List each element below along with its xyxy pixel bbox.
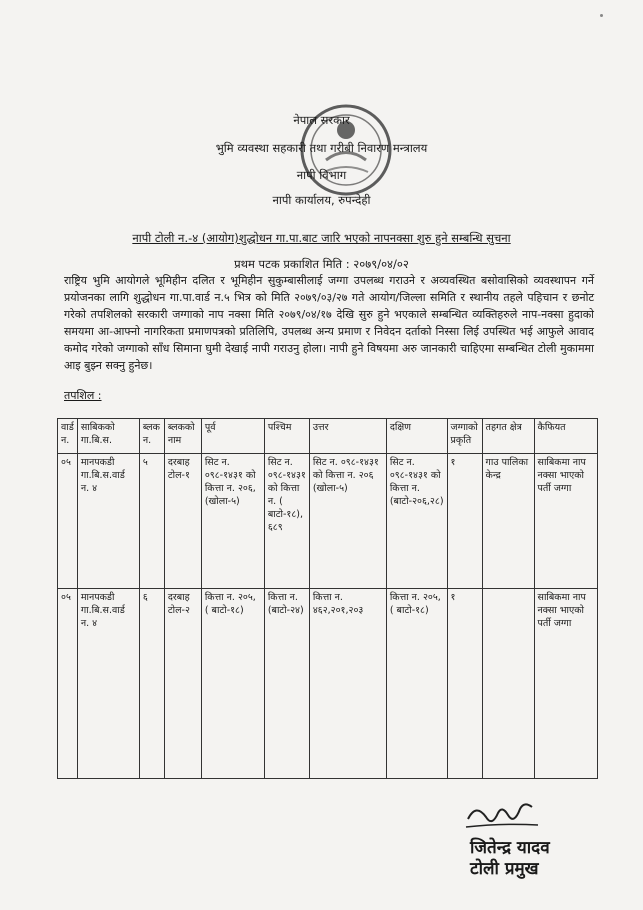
table-header-row <box>58 419 598 454</box>
col-block-name: ब्लकको नाम <box>164 419 201 454</box>
cell-block-no: ६ <box>139 589 164 779</box>
office-name: नापी कार्यालय, रुपन्देही <box>272 193 371 207</box>
col-land-type: जग्गाको प्रकृति <box>447 419 482 454</box>
col-north: उत्तर <box>309 419 386 454</box>
cell-old-vdc: मानपकडी गा.बि.स.वार्ड न. ४ <box>77 454 139 589</box>
notice-title: नापी टोली न.-४ (आयोग)शुद्धोधन गा.पा.बाट जारि भएको नापनक्सा शुरु हुने सम्बन्धि सुचना <box>132 231 511 245</box>
table-row <box>58 454 598 589</box>
department-name: नापी विभाग <box>296 168 347 182</box>
cell-land-type: १ <box>447 589 482 779</box>
cell-block-no: ५ <box>139 454 164 589</box>
handwritten-signature <box>462 795 542 835</box>
cell-block-name: दरबाह टोल-२ <box>164 589 201 779</box>
cell-remarks: साबिकमा नाप नक्सा भाएको पर्ती जग्गा <box>534 589 597 779</box>
scan-speck <box>600 14 603 17</box>
col-block-no: ब्लक न. <box>139 419 164 454</box>
cell-north: कित्ता न. ४६२,२०१,२०३ <box>309 589 386 779</box>
cell-south: सिट न. ०९८-१४३१ को कित्ता न. (बाटो-२०६,२८) <box>386 454 447 589</box>
govt-name: नेपाल सरकार <box>293 113 350 127</box>
cell-north: सिट न. ०९८-१४३१ को कित्ता न. २०६ (खोला-५) <box>309 454 386 589</box>
cell-ward: ०५ <box>58 589 78 779</box>
col-east: पूर्व <box>201 419 264 454</box>
signatory-name: जितेन्द्र यादव <box>470 838 550 858</box>
cell-old-vdc: मानपकडी गा.बि.स.वार्ड न. ४ <box>77 589 139 779</box>
col-old-vdc: साबिकको गा.बि.स. <box>77 419 139 454</box>
col-south: दक्षिण <box>386 419 447 454</box>
cell-west: सिट न. ०९८-१४३१ को कित्ता न. ( बाटो-१८), ६८९ <box>264 454 309 589</box>
cell-remarks: साबिकमा नाप नक्सा भाएको पर्ती जग्गा <box>534 454 597 589</box>
notice-body: राष्ट्रिय भुमि आयोगले भूमिहीन दलित र भूमिहीन सुकुम्बासीलाई जग्गा उपलब्ध गराउने र अव्यवस्थित बसोवासिको व्यवस्थापन गर्ने प्रयोजनका लागि शुद्धोधन गा.पा.वार्ड न.५ भित्र को मिति २०७९/०३/२७ गते आयोग/जिल्ला समिति र स्थानीय तहले पहिचान र छनोट गरेको तपशिलको सरकारी जग्गाको नाप नक्सा मिति २०७९/०४/१७ देखि सुरु हुने भएकाले सम्बन्धित व्यक्तिहरुले नाप-नक्सा हुदाको समयमा आ-आफ्नो नागरिकता प्रमाणपत्रको प्रतिलिपि, उपलब्ध अन्य प्रमाण र निवेदन दर्ताको निस्सा लिई उपस्थित भई आफुले आवाद कमोद गरेको जग्गाको साँध सिमाना घुमी देखाई नापी गराउनु होला। नापी हुने विषयमा अरु जानकारी चाहिएमा सम्बन्धित टोली मुकाममा आइ बुझ्न सक्नु हुनेछ। <box>64 274 594 372</box>
table-row <box>58 589 598 779</box>
cell-tier-area: गाउ पालिका केन्द्र <box>482 454 534 589</box>
signatory-role: टोली प्रमुख <box>470 859 539 879</box>
cell-land-type: १ <box>447 454 482 589</box>
cell-east: कित्ता न. २०५, ( बाटो-१८) <box>201 589 264 779</box>
cell-west: कित्ता न. (बाटो-२४) <box>264 589 309 779</box>
details-table <box>57 418 598 779</box>
ministry-name: भुमि व्यवस्था सहकारी तथा गरीबी निवारण मन्त्रालय <box>215 141 428 155</box>
signature-block <box>470 838 550 880</box>
col-west: पश्चिम <box>264 419 309 454</box>
cell-tier-area <box>482 589 534 779</box>
col-ward: वार्ड न. <box>58 419 78 454</box>
cell-south: कित्ता न. २०५, ( बाटो-१८) <box>386 589 447 779</box>
col-tier-area: तहगत क्षेत्र <box>482 419 534 454</box>
cell-block-name: दरबाह टोल-१ <box>164 454 201 589</box>
publish-date: प्रथम पटक प्रकाशित मिति : २०७९/०४/०२ <box>234 257 409 271</box>
col-remarks: कैफियत <box>534 419 597 454</box>
cell-ward: ०५ <box>58 454 78 589</box>
cell-east: सिट न. ०९८-१४३१ को कित्ता न. २०६,(खोला-५) <box>201 454 264 589</box>
table-label: तपशिल : <box>64 389 102 402</box>
